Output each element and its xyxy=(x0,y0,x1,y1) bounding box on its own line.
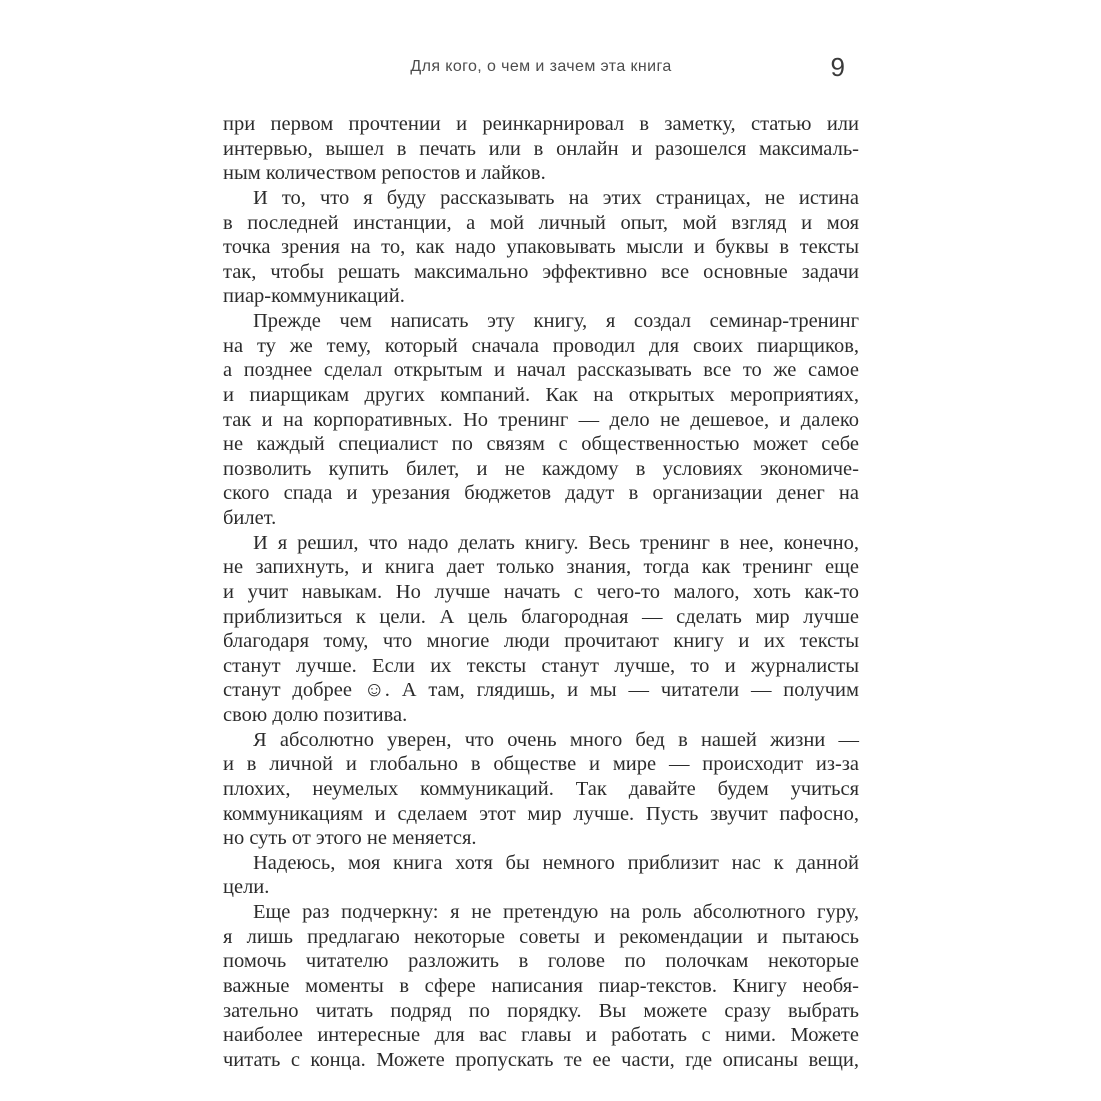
text-line: благодаря тому, что многие люди прочитают книгу и их тексты xyxy=(223,630,859,653)
text-line: пиар-коммуникаций. xyxy=(223,285,405,308)
text-line: точка зрения на то, как надо упаковывать мысли и буквы в тексты xyxy=(223,236,859,259)
paragraph xyxy=(223,186,859,309)
paragraph xyxy=(223,309,859,531)
paragraph xyxy=(223,900,859,1072)
text-line: станут добрее ☺. А там, глядишь, и мы — читатели — получим xyxy=(223,679,859,702)
text-line: позволить купить билет, и не каждому в условиях экономиче- xyxy=(223,457,859,480)
text-line: ным количеством репостов и лайков. xyxy=(223,162,546,185)
text-line: и в личной и глобально в обществе и мире — происходит из-за xyxy=(223,753,859,776)
text-line: а позднее сделал открытым и начал рассказывать все то же самое xyxy=(223,359,859,382)
text-line: коммуникациям и сделаем этот мир лучше. Пусть звучит пафосно, xyxy=(223,802,859,825)
text-line: но суть от этого не меняется. xyxy=(223,827,477,850)
text-line: И то, что я буду рассказывать на этих страницах, не истина xyxy=(253,186,859,209)
text-line: приблизиться к цели. А цель благородная — сделать мир лучше xyxy=(223,605,859,628)
running-title: Для кого, о чем и зачем эта книга xyxy=(410,58,672,75)
paragraph xyxy=(223,531,859,728)
text-line: ского спада и урезания бюджетов дадут в организации денег на xyxy=(223,482,859,505)
text-line: И я решил, что надо делать книгу. Весь тренинг в нее, конечно, xyxy=(253,531,859,554)
page-number: 9 xyxy=(830,52,845,82)
text-line: плохих, неумелых коммуникаций. Так давайте будем учиться xyxy=(223,777,859,800)
text-line: станут лучше. Если их тексты станут лучше, то и журналисты xyxy=(223,654,859,677)
text-line: Прежде чем написать эту книгу, я создал семинар-тренинг xyxy=(253,310,859,332)
paragraph xyxy=(223,851,859,900)
text-line: в последней инстанции, а мой личный опыт, мой взгляд и моя xyxy=(223,211,859,234)
paragraph xyxy=(223,728,859,851)
text-line: помочь читателю разложить в голове по полочкам некоторые xyxy=(223,950,859,973)
text-line: билет. xyxy=(223,507,277,529)
text-line: на ту же тему, который сначала проводил для своих пиарщиков, xyxy=(223,334,859,357)
page-header xyxy=(223,54,859,80)
text-line: Надеюсь, моя книга хотя бы немного приблизит нас к данной xyxy=(253,851,859,874)
text-line: свою долю позитива. xyxy=(223,704,408,726)
text-line: важные моменты в сфере написания пиар-текстов. Книгу необя- xyxy=(223,974,859,997)
text-line: так, чтобы решать максимально эффективно все основные задачи xyxy=(223,260,859,283)
text-line: интервью, вышел в печать или в онлайн и разошелся максималь- xyxy=(223,137,859,160)
text-line: не каждый специалист по связям с общественностью может себе xyxy=(223,433,859,456)
paragraph xyxy=(223,112,859,186)
text-line: и учит навыкам. Но лучше начать с чего-то малого, хоть как-то xyxy=(223,580,859,603)
text-line: Еще раз подчеркну: я не претендую на роль абсолютного гуру, xyxy=(253,901,859,923)
text-line: я лишь предлагаю некоторые советы и рекомендации и пытаюсь xyxy=(223,925,859,948)
text-line: читать с конца. Можете пропускать те ее части, где описаны вещи, xyxy=(223,1048,859,1071)
text-line: наиболее интересные для вас главы и работать с ними. Можете xyxy=(223,1024,859,1047)
text-block xyxy=(223,112,859,1072)
text-line: Я абсолютно уверен, что очень много бед в нашей жизни — xyxy=(253,728,859,751)
text-line: цели. xyxy=(223,876,270,899)
text-line: и пиарщикам других компаний. Как на открытых мероприятиях, xyxy=(223,383,859,406)
text-line: не запихнуть, и книга дает только знания, тогда как тренинг еще xyxy=(223,556,859,579)
text-line: так и на корпоративных. Но тренинг — дело не дешевое, и далеко xyxy=(223,408,859,431)
text-line: зательно читать подряд по порядку. Вы можете сразу выбрать xyxy=(223,999,859,1022)
text-line: при первом прочтении и реинкарнировал в заметку, статью или xyxy=(223,113,859,135)
